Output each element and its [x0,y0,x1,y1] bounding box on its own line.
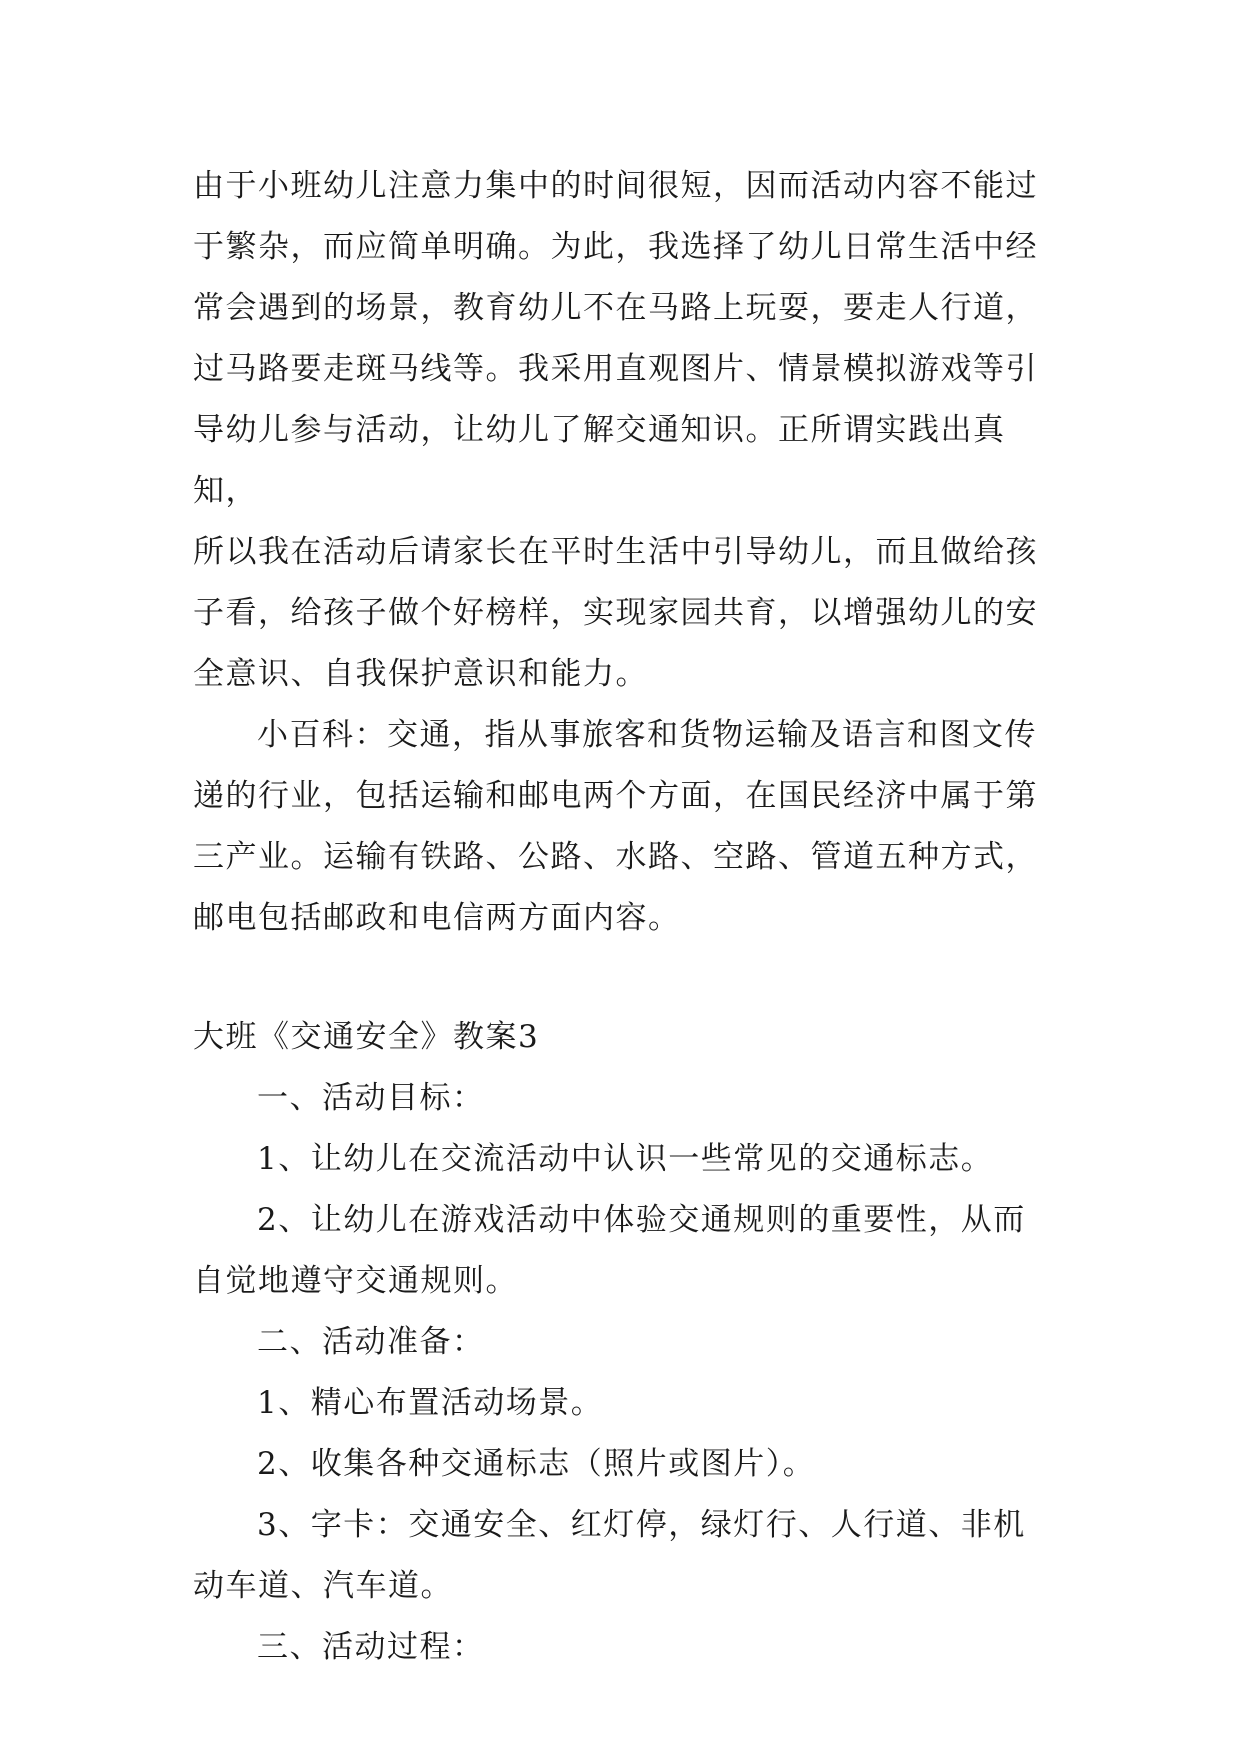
paragraph-line: 子看，给孩子做个好榜样，实现家园共育，以增强幼儿的安 [193,595,1038,631]
goal-item-continued: 自觉地遵守交通规则。 [193,1263,518,1299]
paragraph-line: 由于小班幼儿注意力集中的时间很短，因而活动内容不能过 [193,168,1038,204]
goal-item: 1、让幼儿在交流活动中认识一些常见的交通标志。 [257,1141,994,1177]
prep-item: 3、字卡：交通安全、红灯停，绿灯行、人行道、非机 [257,1507,1026,1543]
paragraph-line: 全意识、自我保护意识和能力。 [193,656,648,692]
paragraph-line: 所以我在活动后请家长在平时生活中引导幼儿，而且做给孩 [193,534,1038,570]
goal-heading: 一、活动目标： [257,1080,485,1116]
prep-item: 2、收集各种交通标志（照片或图片）。 [257,1446,816,1482]
paragraph-line: 过马路要走斑马线等。我采用直观图片、情景模拟游戏等引 [193,351,1038,387]
prep-item: 1、精心布置活动场景。 [257,1385,604,1421]
encyclopedia-line: 小百科：交通，指从事旅客和货物运输及语言和图文传 [257,717,1037,753]
encyclopedia-line: 三产业。运输有铁路、公路、水路、空路、管道五种方式， [193,839,1038,875]
prep-item-continued: 动车道、汽车道。 [193,1568,453,1604]
paragraph-line: 常会遇到的场景，教育幼儿不在马路上玩耍，要走人行道， [193,290,1038,326]
document-body [193,156,1053,1678]
encyclopedia-line: 递的行业，包括运输和邮电两个方面，在国民经济中属于第 [193,778,1038,814]
process-heading: 三、活动过程： [257,1629,485,1665]
paragraph-line: 于繁杂，而应简单明确。为此，我选择了幼儿日常生活中经 [193,229,1038,265]
encyclopedia-line: 邮电包括邮政和电信两方面内容。 [193,900,681,936]
prep-heading: 二、活动准备： [257,1324,485,1360]
goal-item: 2、让幼儿在游戏活动中体验交通规则的重要性，从而 [257,1202,1026,1238]
paragraph-line: 导幼儿参与活动，让幼儿了解交通知识。正所谓实践出真知， [193,412,1006,509]
section-title: 大班《交通安全》教案3 [193,1019,540,1055]
